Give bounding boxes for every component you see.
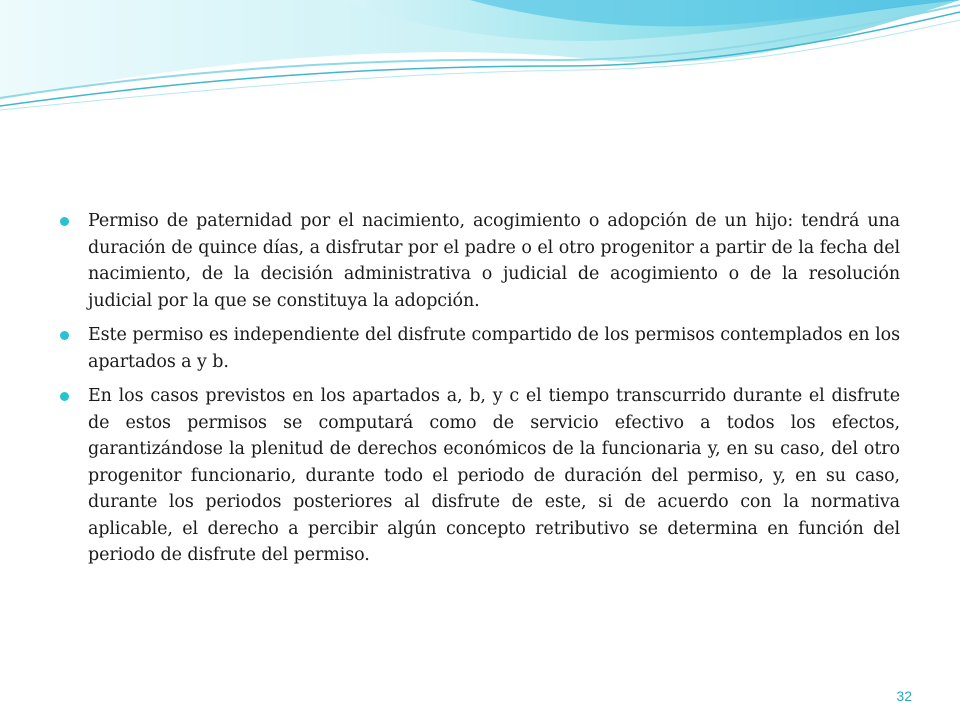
- bullet-dot-icon: [60, 217, 69, 226]
- bullet-text: En los casos previstos en los apartados a, b, y c el tiempo transcurrido durante el disfrute de estos permisos se computará como de servicio efectivo a todos los efectos, garantizándose la plenitud de derechos económicos de la funcionaria y, en su caso, del otro progenitor funcionario, durante todo el periodo de duración del permiso, y, en su caso, durante los periodos posteriores al disfrute de este, si de acuerdo con la normativa aplicable, el derecho a percibir algún concepto retributivo se determina en función del periodo de disfrute del permiso.: [88, 386, 900, 565]
- page-number: 32: [896, 688, 912, 704]
- bullet-item: [58, 383, 900, 569]
- bullet-text: Permiso de paternidad por el nacimiento, acogimiento o adopción de un hijo: tendrá una duración de quince días, a disfrutar por el padre o el otro progenitor a partir de la fecha del nacimiento, de la decisión administrativa o judicial de acogimiento o de la resolución judicial por la que se constituya la adopción.: [88, 211, 900, 311]
- bullet-text: Este permiso es independiente del disfrute compartido de los permisos contemplados en los apartados a y b.: [88, 325, 900, 372]
- bullet-dot-icon: [60, 331, 69, 340]
- bullet-item: [58, 322, 900, 375]
- bullet-list: [58, 208, 900, 569]
- bullet-dot-icon: [60, 392, 69, 401]
- bullet-item: [58, 208, 900, 314]
- content-area: [58, 208, 900, 577]
- decorative-wave-header: [0, 0, 960, 120]
